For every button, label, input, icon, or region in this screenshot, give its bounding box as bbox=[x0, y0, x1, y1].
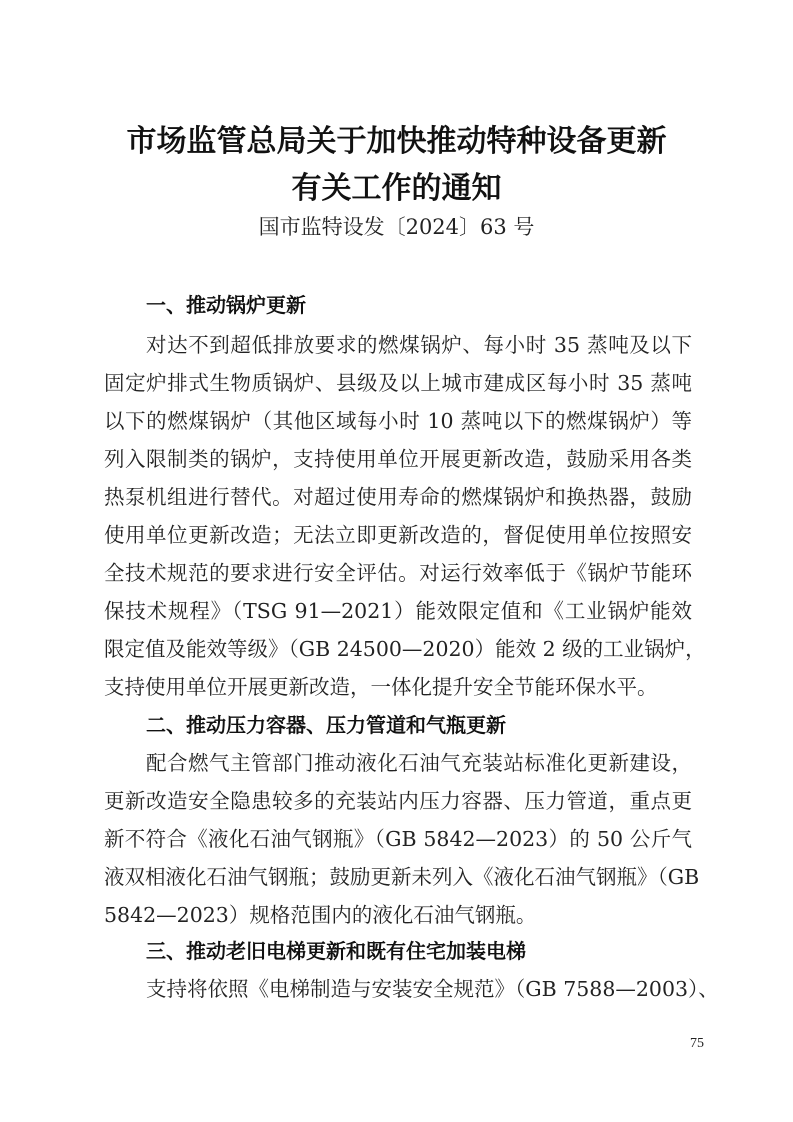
section-1-line: 保技术规程》（TSG 91—2021）能效限定值和《工业锅炉能效 bbox=[104, 599, 692, 623]
section-1-line: 全技术规范的要求进行安全评估。对运行效率低于《锅炉节能环 bbox=[104, 561, 692, 585]
section-1-line: 热泵机组进行替代。对超过使用寿命的燃煤锅炉和换热器，鼓励 bbox=[104, 485, 692, 509]
section-2-heading: 二、推动压力容器、压力管道和气瓶更新 bbox=[146, 713, 506, 737]
section-1-line: 对达不到超低排放要求的燃煤锅炉、每小时 35 蒸吨及以下 bbox=[146, 333, 692, 357]
document-number: 国市监特设发〔2024〕63 号 bbox=[258, 215, 535, 239]
section-1-line: 固定炉排式生物质锅炉、县级及以上城市建成区每小时 35 蒸吨 bbox=[104, 371, 692, 395]
section-2-line: 更新改造安全隐患较多的充装站内压力容器、压力管道，重点更 bbox=[104, 789, 692, 813]
section-2-line: 5842—2023）规格范围内的液化石油气钢瓶。 bbox=[104, 903, 537, 927]
section-3-line: 支持将依照《电梯制造与安装安全规范》（GB 7588—2003）、 bbox=[146, 977, 719, 1001]
section-1-line: 以下的燃煤锅炉（其他区域每小时 10 蒸吨以下的燃煤锅炉）等 bbox=[104, 409, 692, 433]
document-title-line-2: 有关工作的通知 bbox=[291, 171, 502, 206]
section-2-line: 配合燃气主管部门推动液化石油气充装站标准化更新建设， bbox=[146, 751, 692, 775]
section-2-line: 液双相液化石油气钢瓶；鼓励更新未列入《液化石油气钢瓶》（GB bbox=[104, 865, 700, 889]
section-1-line: 支持使用单位开展更新改造，一体化提升安全节能环保水平。 bbox=[104, 675, 658, 699]
section-1-line: 限定值及能效等级》（GB 24500—2020）能效 2 级的工业锅炉， bbox=[104, 637, 706, 661]
page-number: 75 bbox=[690, 1036, 704, 1051]
section-2-line: 新不符合《液化石油气钢瓶》（GB 5842—2023）的 50 公斤气 bbox=[104, 827, 692, 851]
section-3-heading: 三、推动老旧电梯更新和既有住宅加装电梯 bbox=[146, 939, 526, 963]
section-1-heading: 一、推动锅炉更新 bbox=[146, 293, 306, 317]
section-1-line: 使用单位更新改造；无法立即更新改造的，督促使用单位按照安 bbox=[104, 523, 692, 547]
section-1-line: 列入限制类的锅炉，支持使用单位开展更新改造，鼓励采用各类 bbox=[104, 447, 692, 471]
document-title-line-1: 市场监管总局关于加快推动特种设备更新 bbox=[126, 124, 667, 159]
